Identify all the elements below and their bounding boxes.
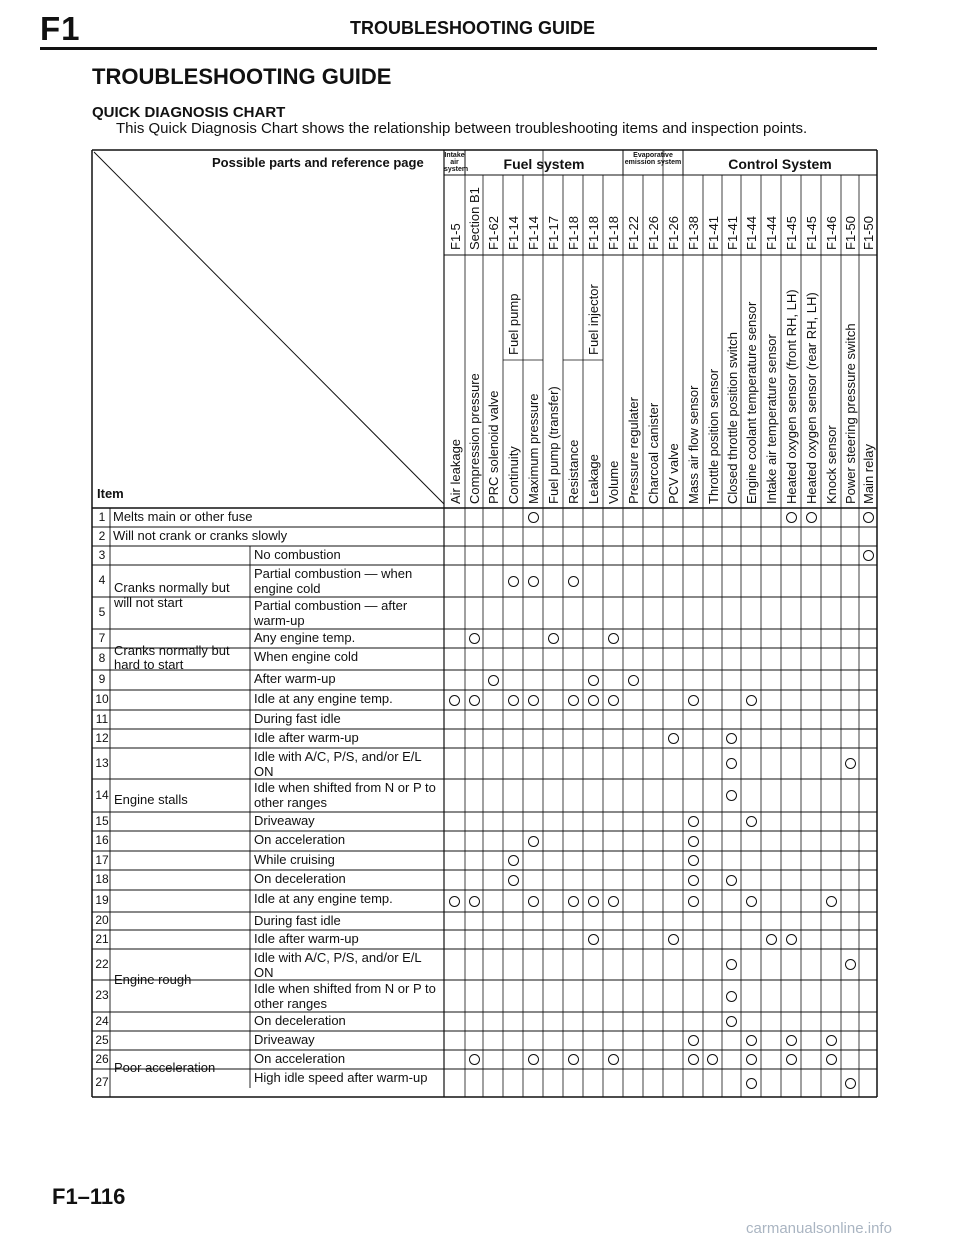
row-condition: On deceleration	[254, 871, 346, 886]
check-circle-mark	[746, 816, 757, 827]
page-ref-21: F1-50	[861, 216, 876, 250]
check-circle-mark	[845, 758, 856, 769]
part-label-20: Power steering pressure switch	[843, 323, 858, 504]
check-circle-mark	[726, 875, 737, 886]
row-number: 21	[95, 931, 109, 946]
part-label-19: Knock sensor	[824, 425, 839, 504]
part-label-11: PCV valve	[666, 443, 681, 504]
group-header-2: Evaporative emission system	[624, 152, 682, 166]
page-ref-19: F1-46	[824, 216, 839, 250]
check-circle-mark	[668, 733, 679, 744]
check-circle-mark	[726, 733, 737, 744]
row-condition: While cruising	[254, 852, 335, 867]
row-condition: Idle after warm-up	[254, 730, 359, 745]
check-circle-mark	[568, 576, 579, 587]
row-number: 5	[98, 605, 106, 619]
check-circle-mark	[766, 934, 777, 945]
part-label-21: Main relay	[861, 444, 876, 504]
check-circle-mark	[746, 1035, 757, 1046]
check-circle-mark	[668, 934, 679, 945]
check-circle-mark	[688, 836, 699, 847]
page-ref-7: F1-18	[586, 216, 601, 250]
check-circle-mark	[608, 896, 619, 907]
row-number: 2	[98, 528, 106, 543]
check-circle-mark	[826, 1035, 837, 1046]
row-condition: Partial combustion — after warm-up	[254, 598, 408, 628]
part-label-16: Intake air temperature sensor	[764, 334, 779, 504]
row-condition: Driveaway	[254, 813, 315, 828]
row-number: 3	[98, 547, 106, 562]
row-number: 1	[98, 509, 106, 524]
row-condition: Idle with A/C, P/S, and/or E/L ON	[254, 749, 422, 779]
row-condition: Idle at any engine temp.	[254, 891, 393, 906]
check-circle-mark	[707, 1054, 718, 1065]
check-circle-mark	[588, 695, 599, 706]
row-condition: Idle after warm-up	[254, 931, 359, 946]
part-label-13: Throttle position sensor	[705, 368, 721, 504]
part-label-18: Heated oxygen sensor (rear RH, LH)	[804, 292, 819, 504]
check-circle-mark	[826, 896, 837, 907]
check-circle-mark	[608, 695, 619, 706]
category-label-4: Poor acceleration	[114, 1060, 216, 1075]
check-circle-mark	[568, 896, 579, 907]
check-circle-mark	[628, 675, 639, 686]
check-circle-mark	[786, 934, 797, 945]
page-ref-12: F1-38	[686, 216, 701, 250]
page-ref-4: F1-14	[526, 216, 541, 250]
row-number: 23	[95, 988, 109, 1002]
page-ref-6: F1-18	[566, 216, 581, 250]
check-circle-mark	[726, 991, 737, 1002]
check-circle-mark	[588, 934, 599, 945]
check-circle-mark	[688, 1054, 699, 1065]
category-label-0: Cranks normally but will not start	[114, 580, 230, 610]
corner-diagonal	[94, 152, 444, 504]
part-label-2: PRC solenoid valve	[486, 390, 501, 504]
check-circle-mark	[786, 1054, 797, 1065]
check-circle-mark	[786, 512, 797, 523]
check-circle-mark	[588, 675, 599, 686]
check-circle-mark	[469, 695, 480, 706]
group-header-0: Intake air system	[444, 152, 469, 173]
check-circle-mark	[469, 633, 480, 644]
row-number: 18	[95, 872, 109, 886]
row-condition: Idle with A/C, P/S, and/or E/L ON	[254, 950, 422, 980]
page-ref-17: F1-45	[784, 216, 799, 250]
row-number: 22	[95, 956, 109, 971]
part-label-1: Compression pressure	[467, 373, 482, 504]
page-ref-0: F1-5	[447, 223, 463, 250]
page-number: F1–116	[52, 1184, 126, 1209]
check-circle-mark	[449, 695, 460, 706]
page-ref-1: Section B1	[467, 187, 482, 250]
check-circle-mark	[726, 790, 737, 801]
check-circle-mark	[688, 896, 699, 907]
category-label-1: Cranks normally but hard to start	[114, 642, 230, 673]
check-circle-mark	[488, 675, 499, 686]
check-circle-mark	[568, 1054, 579, 1065]
check-circle-mark	[726, 959, 737, 970]
category-label-2: Engine stalls	[114, 792, 188, 807]
row-number: 19	[95, 893, 109, 907]
row-number: 16	[95, 833, 109, 847]
check-circle-mark	[528, 836, 539, 847]
row-condition: Idle when shifted from N or P to other ranges	[254, 780, 436, 810]
row-number: 20	[95, 913, 109, 927]
row-condition: Melts main or other fuse	[113, 509, 253, 524]
row-condition: On acceleration	[254, 1051, 346, 1066]
row-number: 4	[98, 573, 106, 587]
row-number: 9	[98, 672, 106, 686]
check-circle-mark	[508, 855, 519, 866]
check-circle-mark	[688, 695, 699, 706]
part-label-6: Resistance	[566, 439, 581, 504]
row-number: 7	[98, 630, 106, 645]
row-number: 25	[95, 1032, 109, 1047]
running-header-title: TROUBLESHOOTING GUIDE	[350, 18, 596, 38]
page-ref-16: F1-44	[764, 216, 779, 250]
category-label-3: Engine rough	[114, 972, 192, 987]
part-label-17: Heated oxygen sensor (front RH, LH)	[784, 289, 799, 504]
check-circle-mark	[568, 695, 579, 706]
check-circle-mark	[528, 576, 539, 587]
check-circle-mark	[508, 875, 519, 886]
check-circle-mark	[826, 1054, 837, 1065]
part-label-3: Continuity	[506, 446, 521, 504]
check-circle-mark	[688, 816, 699, 827]
intro-text: This Quick Diagnosis Chart shows the relationship between troubleshooting items and inspection points.	[116, 120, 808, 137]
corner-label-parts: Possible parts and reference page	[212, 155, 424, 170]
part-label-10: Charcoal canister	[646, 402, 661, 504]
check-circle-mark	[528, 896, 539, 907]
row-condition: Partial combustion — when engine cold	[254, 566, 413, 596]
row-condition: On acceleration	[254, 832, 346, 847]
parent-label-fuel-pump: Fuel pump	[506, 293, 521, 355]
check-circle-mark	[726, 758, 737, 769]
page-ref-3: F1-14	[506, 216, 521, 250]
chart-subtitle: QUICK DIAGNOSIS CHART	[92, 104, 286, 121]
check-circle-mark	[588, 896, 599, 907]
row-condition: On deceleration	[254, 1013, 346, 1028]
row-condition: After warm-up	[254, 671, 336, 686]
row-number: 11	[95, 711, 109, 726]
row-condition: When engine cold	[254, 649, 359, 664]
check-circle-mark	[528, 695, 539, 706]
page-title: TROUBLESHOOTING GUIDE	[92, 64, 392, 89]
check-circle-mark	[469, 896, 480, 907]
row-number: 15	[95, 813, 109, 828]
page-ref-5: F1-17	[546, 216, 561, 250]
check-circle-mark	[845, 1078, 856, 1089]
check-circle-mark	[469, 1054, 480, 1065]
part-label-4: Maximum pressure	[526, 393, 541, 504]
row-number: 14	[95, 787, 109, 802]
check-circle-mark	[746, 896, 757, 907]
check-circle-mark	[863, 512, 874, 523]
row-condition: During fast idle	[254, 711, 341, 726]
check-circle-mark	[508, 576, 519, 587]
row-number: 17	[95, 852, 109, 867]
row-number: 27	[95, 1075, 109, 1089]
check-circle-mark	[786, 1035, 797, 1046]
row-condition: Driveaway	[254, 1032, 315, 1047]
page-ref-14: F1-41	[724, 216, 740, 250]
group-header-3: Control System	[728, 156, 832, 172]
row-number: 26	[95, 1051, 109, 1066]
page-ref-10: F1-26	[646, 216, 661, 250]
part-label-12: Mass air flow sensor	[686, 385, 701, 504]
part-label-5: Fuel pump (transfer)	[546, 386, 561, 504]
part-label-15: Engine coolant temperature sensor	[744, 301, 759, 504]
check-circle-mark	[528, 1054, 539, 1065]
group-header-1: Fuel system	[503, 156, 585, 172]
check-circle-mark	[608, 1054, 619, 1065]
row-condition: During fast idle	[254, 913, 341, 928]
part-label-0: Air leakage	[447, 438, 463, 504]
row-number: 12	[95, 730, 109, 745]
check-circle-mark	[688, 875, 699, 886]
row-condition: Idle when shifted from N or P to other ranges	[254, 981, 436, 1011]
watermark: carmanualsonline.info	[746, 1220, 892, 1237]
part-label-9: Pressure regulater	[626, 397, 641, 504]
parent-label-fuel-injector: Fuel injector	[586, 284, 601, 355]
part-label-8: Volume	[606, 460, 621, 504]
check-circle-mark	[528, 512, 539, 523]
check-circle-mark	[548, 633, 559, 644]
check-circle-mark	[746, 1078, 757, 1089]
page-ref-11: F1-26	[666, 216, 681, 250]
check-circle-mark	[688, 1035, 699, 1046]
check-circle-mark	[746, 1054, 757, 1065]
check-circle-mark	[746, 695, 757, 706]
row-condition: Idle at any engine temp.	[254, 691, 393, 706]
row-condition: Any engine temp.	[254, 630, 356, 645]
check-circle-mark	[726, 1016, 737, 1027]
page-ref-20: F1-50	[843, 216, 858, 250]
page-ref-15: F1-44	[744, 216, 759, 250]
check-circle-mark	[608, 633, 619, 644]
page-ref-13: F1-41	[705, 216, 721, 250]
part-label-14: Closed throttle position switch	[724, 332, 740, 504]
page-ref-8: F1-18	[606, 216, 621, 250]
row-condition: High idle speed after warm-up	[254, 1070, 428, 1085]
check-circle-mark	[863, 550, 874, 561]
section-code: F1	[40, 10, 81, 47]
row-number: 24	[95, 1013, 109, 1028]
check-circle-mark	[508, 695, 519, 706]
page-ref-18: F1-45	[804, 216, 819, 250]
page-ref-9: F1-22	[626, 216, 641, 250]
check-circle-mark	[845, 959, 856, 970]
row-condition: Will not crank or cranks slowly	[113, 528, 288, 543]
corner-label-item: Item	[97, 486, 124, 501]
part-label-7: Leakage	[586, 454, 601, 504]
check-circle-mark	[688, 855, 699, 866]
row-number: 10	[95, 692, 109, 706]
row-number: 8	[98, 651, 106, 665]
check-circle-mark	[806, 512, 817, 523]
page-ref-2: F1-62	[486, 216, 501, 250]
row-number: 13	[95, 755, 109, 770]
check-circle-mark	[449, 896, 460, 907]
row-condition: No combustion	[254, 547, 341, 562]
